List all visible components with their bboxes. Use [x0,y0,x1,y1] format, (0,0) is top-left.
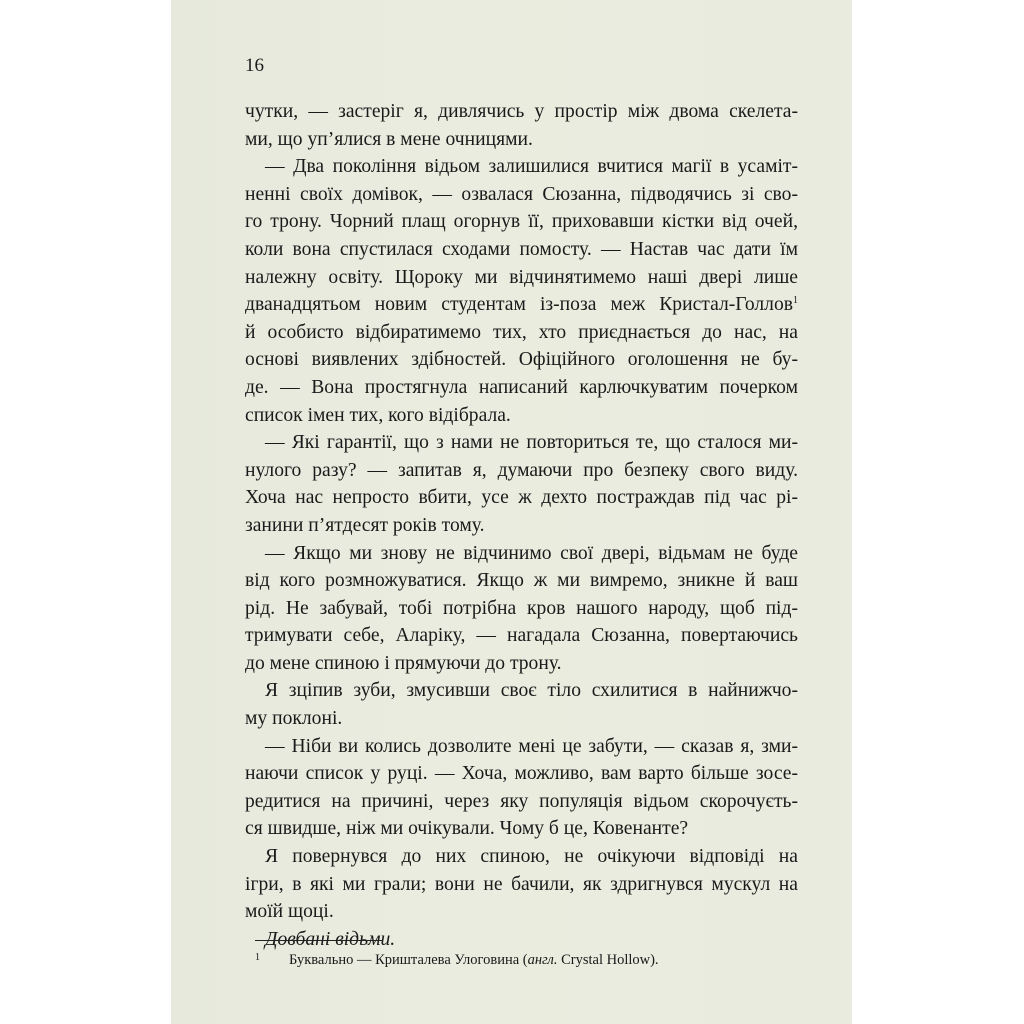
text-line: го трону. Чорний плащ огорнув її, приховавши кістки від очей, [245,211,798,233]
text-line: Хоча нас непросто вбити, усе ж дехто постраждав під час рі- [245,487,798,509]
footnote-reference[interactable]: 1 [793,295,798,307]
text-line: му поклоні. [245,708,343,730]
body-text [245,98,798,953]
text-line: ненні своїх домівок, — озвалася Сюзанна, підводячись зі сво- [245,183,798,205]
text-line: ігри, в які ми грали; вони не бачили, як здригнувся мускул на [245,873,798,895]
text-line: редитися на причині, через яку популяція відьом скорочуєть- [245,790,798,812]
footnote-text-end: Crystal Hollow). [557,952,659,968]
text-line: — Якщо ми знову не відчинимо свої двері, відьмам не буде [265,542,798,564]
footnote [255,952,815,969]
text-line: чутки, — застеріг я, дивлячись у простір між двома скелета- [245,101,798,122]
footnote-abbreviation: англ. [527,952,558,968]
text-line: дванадцятьом новим студентам із-поза меж Кристал-Голлов [245,294,793,316]
footnote-divider [255,940,383,941]
paragraph [245,98,798,153]
paragraph [245,153,798,429]
paragraph [245,843,798,926]
paragraph [245,677,798,732]
text-line: де. — Вона простягнула написаний карлючкуватим почерком [245,376,798,398]
text-line: рід. Не забувай, тобі потрібна кров нашого народу, щоб під- [245,597,798,619]
text-line: тримувати себе, Аларіку, — нагадала Сюзанна, повертаючись [245,625,798,647]
text-line: ся швидше, ніж ми очікували. Чому б це, Ковенанте? [245,818,689,840]
text-line: Я повернувся до них спиною, не очікуючи відповіді на [265,846,798,868]
text-line: Довбані відьми. [265,928,396,950]
footnote-text: Буквально — Кришталева Улоговина ( [289,952,528,968]
text-line: — Два покоління відьом залишилися вчитися магії в усаміт- [265,156,798,178]
text-line: занини п’ятдесят років тому. [245,514,485,536]
text-line: — Ніби ви колись дозволите мені це забути, — сказав я, зми- [265,735,798,757]
text-line-with-footnote [245,291,798,319]
text-line: наючи список у руці. — Хоча, можливо, вам варто більше зосе- [245,763,798,785]
text-line: нулого разу? — запитав я, думаючи про безпеку свого виду. [245,459,798,481]
paragraph [245,540,798,678]
paragraph [245,429,798,539]
footnote-mark: 1 [255,952,260,963]
text-line: моїй щоці. [245,901,334,923]
text-line: й особисто відбиратимемо тих, хто приєднається до нас, на [245,321,798,343]
text-line: — Які гарантії, що з нами не повториться те, що сталося ми- [265,432,798,454]
text-line: Я зціпив зуби, змусивши своє тіло схилитися в найнижчо- [265,680,798,702]
text-line: ми, що уп’ялися в мене очницями. [245,128,533,150]
text-line: список імен тих, кого відібрала. [245,404,511,426]
paragraph [245,733,798,843]
text-line: до мене спиною і прямуючи до трону. [245,652,562,674]
page-number: 16 [245,55,264,76]
text-line: належну освіту. Щороку ми відчинятимемо наші двері лише [245,266,798,288]
text-line: основі виявлених здібностей. Офіційного оголошення не бу- [245,349,798,371]
text-line: коли вона спустилася сходами помосту. — Настав час дати їм [245,238,798,260]
text-line: від кого розмножуватися. Якщо ж ми вимремо, зникне й ваш [245,570,798,592]
